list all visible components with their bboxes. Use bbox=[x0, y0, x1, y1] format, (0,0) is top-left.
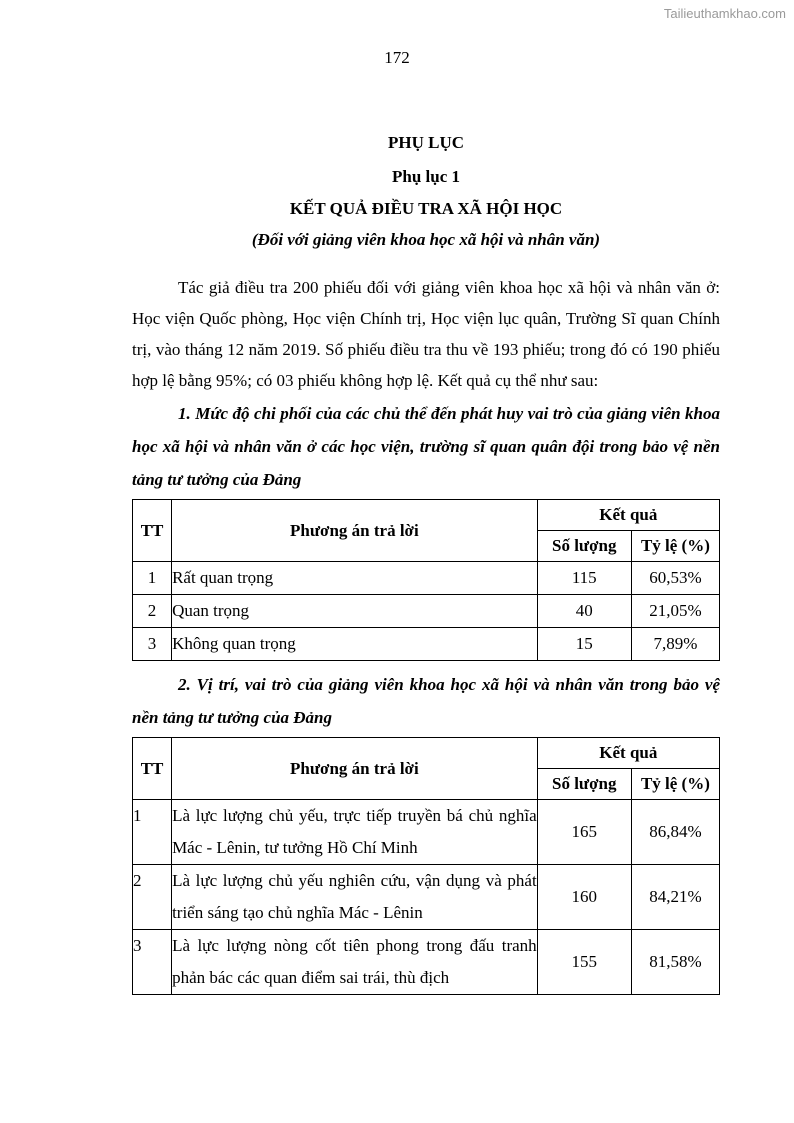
survey-subtitle: (Đối với giảng viên khoa học xã hội và nhân văn) bbox=[251, 230, 601, 249]
row-count: 40 bbox=[537, 595, 631, 628]
row-percent: 81,58% bbox=[631, 930, 719, 995]
section-2-title: 2. Vị trí, vai trò của giảng viên khoa học xã hội và nhân văn trong bảo vệ nền tảng tư tưởng của Đảng bbox=[132, 675, 720, 727]
row-answer: Là lực lượng nòng cốt tiên phong trong đấu tranh phản bác các quan điểm sai trái, thù địch bbox=[172, 930, 538, 995]
table-section-2 bbox=[132, 737, 720, 995]
header-percent: Tỷ lệ (%) bbox=[631, 769, 719, 800]
table-row bbox=[133, 865, 720, 930]
watermark: Tailieuthamkhao.com bbox=[663, 6, 786, 21]
row-tt: 3 bbox=[133, 628, 172, 661]
header-answer: Phương án trả lời bbox=[172, 738, 538, 800]
header-count: Số lượng bbox=[537, 531, 631, 562]
table-row bbox=[133, 800, 720, 865]
intro-paragraph: Tác giả điều tra 200 phiếu đối với giảng viên khoa học xã hội và nhân văn ở: Học viện Quốc phòng, Học viện Chính trị, Học viện lục quân, Trường Sĩ quan Chính trị, vào tháng 12 năm 2019. Số phiếu điều tra thu về 193 phiếu; trong đó có 190 phiếu hợp lệ bằng 95%; có 03 phiếu không hợp lệ. Kết quả cụ thể như sau: bbox=[132, 278, 720, 390]
row-count: 115 bbox=[537, 562, 631, 595]
header-result: Kết quả bbox=[537, 738, 719, 769]
row-percent: 86,84% bbox=[631, 800, 719, 865]
appendix-1-heading: Phụ lục 1 bbox=[391, 167, 461, 186]
survey-title: KẾT QUẢ ĐIỀU TRA XÃ HỘI HỌC bbox=[289, 199, 563, 218]
document-body bbox=[132, 272, 720, 995]
row-answer: Quan trọng bbox=[172, 595, 538, 628]
row-percent: 84,21% bbox=[631, 865, 719, 930]
row-percent: 21,05% bbox=[631, 595, 719, 628]
section-1-title: 1. Mức độ chi phối của các chủ thể đến phát huy vai trò của giảng viên khoa học xã hội và nhân văn ở các học viện, trường sĩ quan quân đội trong bảo vệ nền tảng tư tưởng của Đảng bbox=[132, 404, 720, 489]
page-number: 172 bbox=[384, 48, 410, 67]
table-row bbox=[133, 628, 720, 661]
header-result: Kết quả bbox=[537, 500, 719, 531]
header-count: Số lượng bbox=[537, 769, 631, 800]
table-row bbox=[133, 595, 720, 628]
row-answer: Là lực lượng chủ yếu, trực tiếp truyền bá chủ nghĩa Mác - Lênin, tư tưởng Hồ Chí Minh bbox=[172, 800, 538, 865]
row-tt: 3 bbox=[133, 930, 172, 995]
row-tt: 1 bbox=[133, 562, 172, 595]
row-tt: 2 bbox=[133, 865, 172, 930]
row-count: 160 bbox=[537, 865, 631, 930]
header-percent: Tỷ lệ (%) bbox=[631, 531, 719, 562]
row-percent: 60,53% bbox=[631, 562, 719, 595]
table-section-1 bbox=[132, 499, 720, 661]
row-tt: 2 bbox=[133, 595, 172, 628]
row-answer: Rất quan trọng bbox=[172, 562, 538, 595]
appendix-heading: PHỤ LỤC bbox=[387, 133, 465, 152]
table-row bbox=[133, 930, 720, 995]
row-tt: 1 bbox=[133, 800, 172, 865]
table-row bbox=[133, 562, 720, 595]
row-count: 165 bbox=[537, 800, 631, 865]
row-count: 155 bbox=[537, 930, 631, 995]
header-tt: TT bbox=[133, 500, 172, 562]
header-tt: TT bbox=[133, 738, 172, 800]
row-count: 15 bbox=[537, 628, 631, 661]
header-answer: Phương án trả lời bbox=[172, 500, 538, 562]
row-answer: Không quan trọng bbox=[172, 628, 538, 661]
row-percent: 7,89% bbox=[631, 628, 719, 661]
row-answer: Là lực lượng chủ yếu nghiên cứu, vận dụng và phát triển sáng tạo chủ nghĩa Mác - Lênin bbox=[172, 865, 538, 930]
